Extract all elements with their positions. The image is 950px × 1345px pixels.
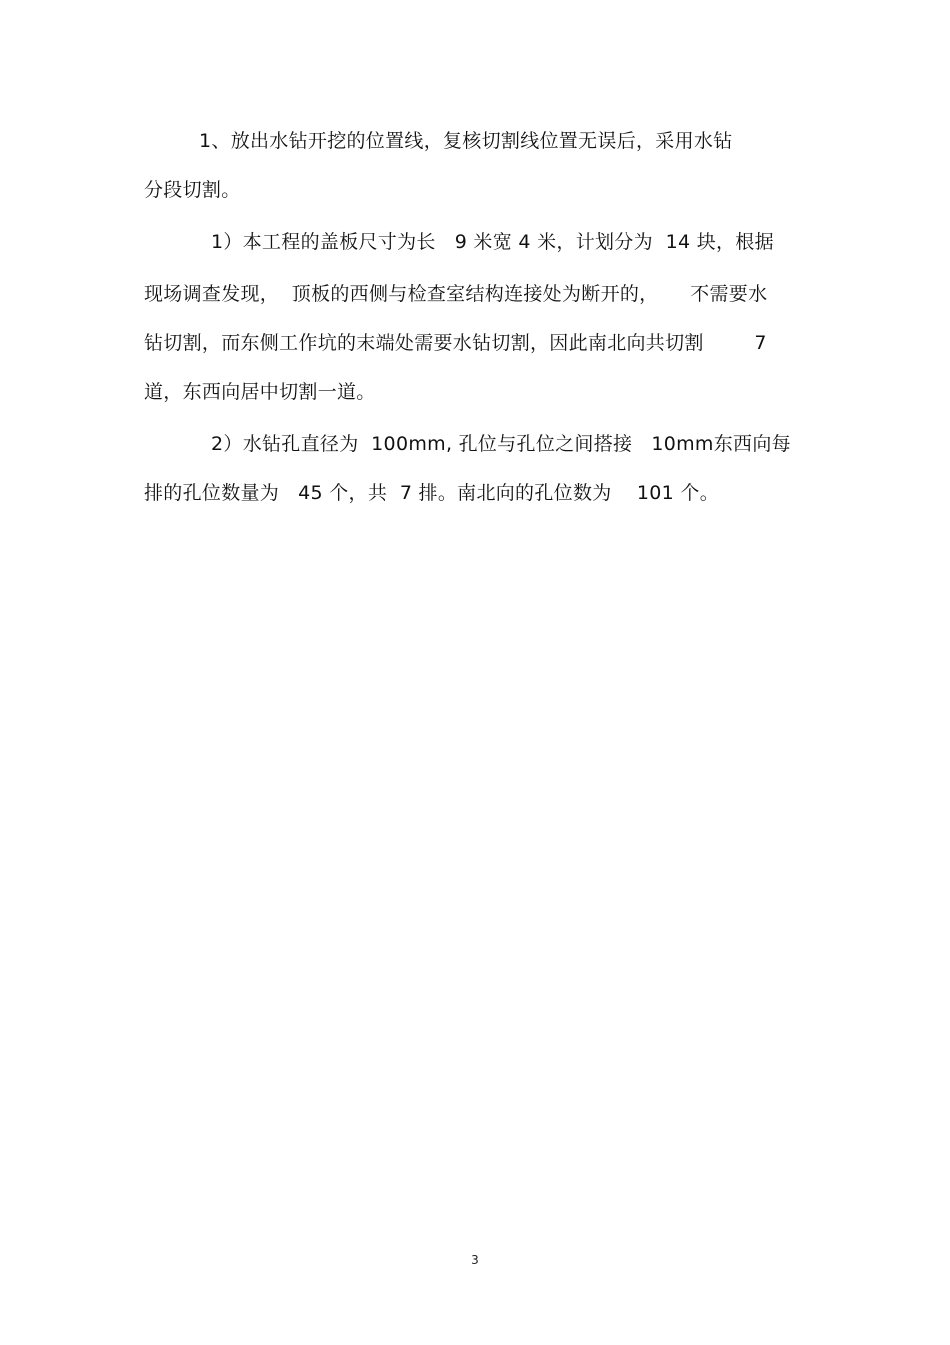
- paragraph-2-line-2: 现场调查发现， 顶板的西侧与检查室结构连接处为断开的， 不需要水: [144, 283, 768, 305]
- paragraph-1-line-1: 1、放出水钻开挖的位置线，复核切割线位置无误后，采用水钻: [199, 130, 733, 152]
- paragraph-1-line-2: 分段切割。: [144, 179, 241, 201]
- page-number: 3: [471, 1253, 479, 1267]
- paragraph-2-line-1: 1）本工程的盖板尺寸为长 9 米宽 4 米，计划分为 14 块，根据: [211, 231, 774, 253]
- paragraph-2-line-3: 钻切割，而东侧工作坑的末端处需要水钻切割，因此南北向共切割 7: [144, 332, 767, 354]
- paragraph-3-line-2: 排的孔位数量为 45 个，共 7 排。南北向的孔位数为 101 个。: [144, 482, 720, 504]
- paragraph-3-line-1: 2）水钻孔直径为 100mm, 孔位与孔位之间搭接 10mm东西向每: [211, 433, 791, 455]
- paragraph-2-line-4: 道，东西向居中切割一道。: [144, 381, 376, 403]
